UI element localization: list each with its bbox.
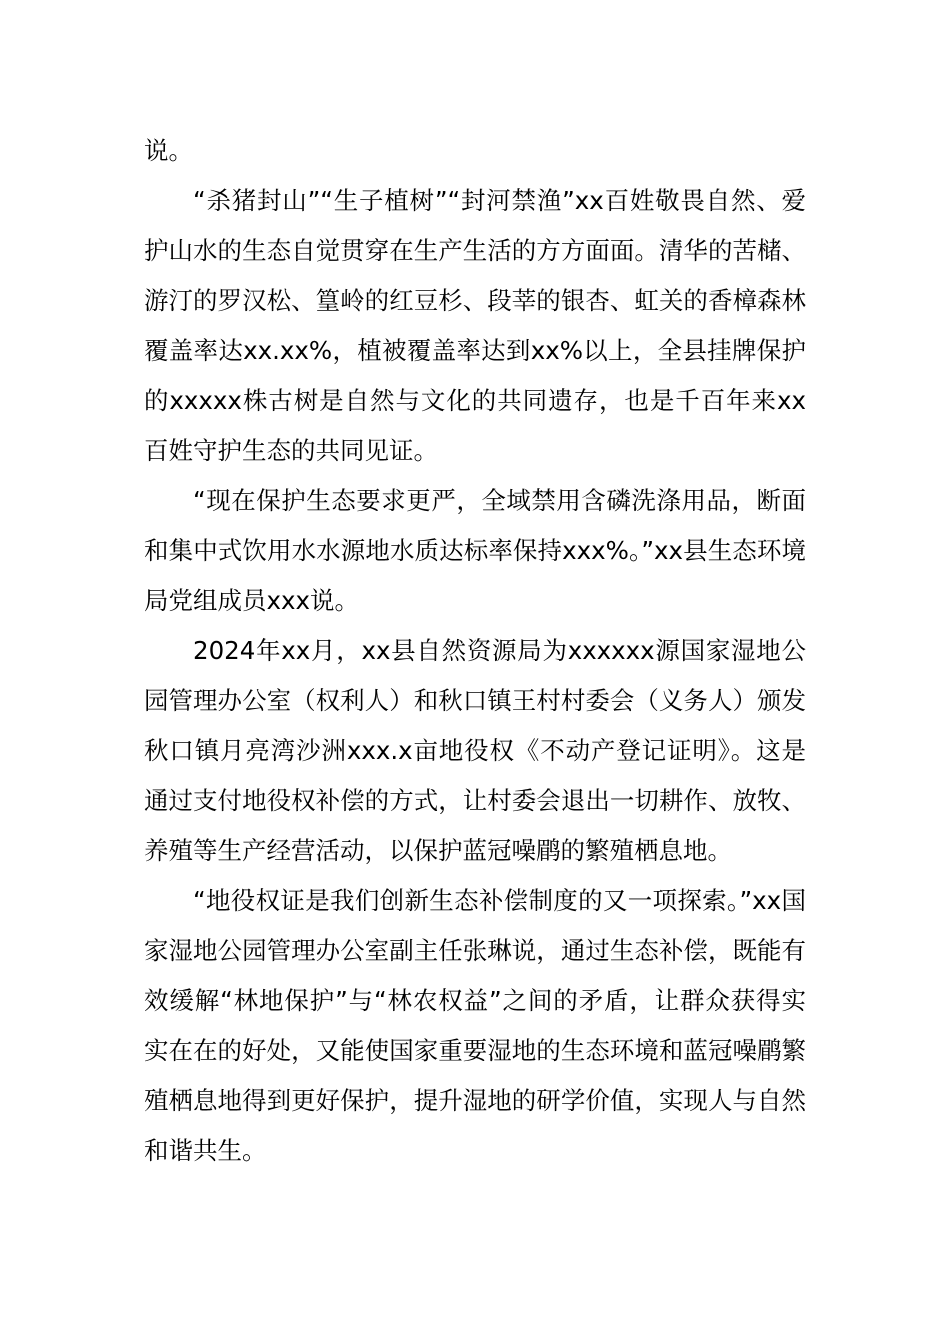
paragraph-continued: 说。	[144, 136, 193, 165]
paragraph-easement-certificate: 2024年xx月，xx县自然资源局为xxxxxx源国家湿地公园管理办公室（权利人）和秋口镇王村村委会（义务人）颁发秋口镇月亮湾沙洲xxx.x亩地役权《不动产登记证明》。这是通过支付地役权补偿的方式，让村委会退出一切耕作、放牧、养殖等生产经营活动，以保护蓝冠噪鹛的繁殖栖息地。	[144, 636, 806, 865]
paragraph-environment-quote: “现在保护生态要求更严，全域禁用含磷洗涤用品，断面和集中式饮用水水源地水质达标率保持xxx%。”xx县生态环境局党组成员xxx说。	[144, 486, 806, 615]
body-text	[144, 126, 806, 1176]
paragraph-compensation-quote: “地役权证是我们创新生态补偿制度的又一项探索。”xx国家湿地公园管理办公室副主任张琳说，通过生态补偿，既能有效缓解“林地保护”与“林农权益”之间的矛盾，让群众获得实实在在的好处，又能使国家重要湿地的生态环境和蓝冠噪鹛繁殖栖息地得到更好保护，提升湿地的研学价值，实现人与自然和谐共生。	[144, 886, 806, 1165]
paragraph-folk-customs: “杀猪封山”“生子植树”“封河禁渔”xx百姓敬畏自然、爱护山水的生态自觉贯穿在生产生活的方方面面。清华的苦槠、游汀的罗汉松、篁岭的红豆杉、段莘的银杏、虹关的香樟森林覆盖率达xx.xx%，植被覆盖率达到xx%以上，全县挂牌保护的xxxxx株古树是自然与文化的共同遗存，也是千百年来xx百姓守护生态的共同见证。	[144, 186, 806, 465]
